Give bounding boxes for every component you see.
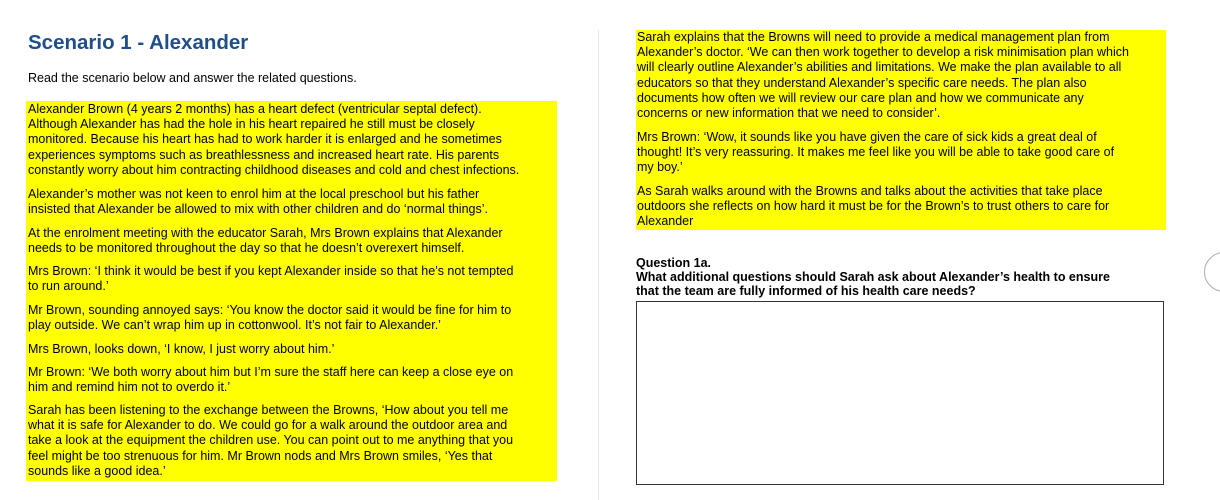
text-line: will clearly outline Alexander’s abilities and limitations. We make the plan available to all (637, 60, 1122, 75)
right-page (599, 0, 1220, 500)
question-text-line: that the team are fully informed of his health care needs? (636, 284, 976, 298)
scenario-paragraph (28, 342, 334, 357)
text-line: to run around.’ (28, 279, 109, 294)
text-line: Mrs Brown: ‘I think it would be best if you kept Alexander inside so that he’s not tempted (28, 264, 514, 278)
text-line: Alexander Brown (4 years 2 months) has a heart defect (ventricular septal defect). (28, 102, 482, 116)
scenario-paragraph (637, 30, 1129, 121)
text-line: my boy.’ (637, 160, 683, 175)
text-line: Sarah has been listening to the exchange between the Browns, ‘How about you tell me (28, 403, 509, 417)
text-line: At the enrolment meeting with the educator Sarah, Mrs Brown explains that Alexander (28, 226, 503, 240)
scenario-instruction: Read the scenario below and answer the related questions. (28, 71, 357, 85)
text-line: Alexander (637, 214, 694, 229)
text-line: Mrs Brown, looks down, ‘I know, I just worry about him.’ (28, 342, 335, 356)
scenario-paragraph (637, 130, 1114, 176)
scenario-paragraph (28, 303, 511, 333)
text-line: As Sarah walks around with the Browns and talks about the activities that take place (637, 184, 1103, 198)
text-line: him and remind him not to overdo it.’ (28, 380, 231, 395)
question-number: Question 1a. (636, 256, 712, 270)
scenario-paragraph (28, 102, 519, 178)
text-line: constantly worry about him contracting childhood diseases and cold and chest infections. (28, 162, 520, 177)
text-line: educators so that they understand Alexander’s specific care needs. The plan also (637, 75, 1087, 90)
text-line: Mr Brown, sounding annoyed says: ‘You know the doctor said it would be fine for him to (28, 303, 512, 317)
text-line: documents how often we will review our care plan and how we communicate any (637, 90, 1084, 105)
answer-textbox[interactable] (636, 301, 1164, 485)
text-line: insisted that Alexander be allowed to mix with other children and do ‘normal things’. (28, 202, 488, 217)
text-line: play outside. We can’t wrap him up in cottonwool. It’s not fair to Alexander.’ (28, 318, 441, 333)
text-line: sounds like a good idea.’ (28, 463, 166, 478)
text-line: Alexander’s mother was not keen to enrol him at the local preschool but his father (28, 187, 480, 201)
text-line: Although Alexander has had the hole in his heart repaired he still must be closely (28, 117, 475, 132)
scenario-paragraph (28, 226, 503, 256)
question-heading (636, 256, 1110, 298)
scenario-paragraph (28, 187, 488, 217)
text-line: needs to be monitored throughout the day so that he doesn’t overexert himself. (28, 241, 465, 256)
text-line: outdoors she reflects on how hard it must be for the Brown’s to trust others to care for (637, 199, 1110, 214)
text-line: Sarah explains that the Browns will need to provide a medical management plan from (637, 30, 1110, 44)
text-line: experiences symptoms such as breathlessness and increased heart rate. His parents (28, 147, 500, 162)
left-page (0, 0, 598, 500)
text-line: Alexander’s doctor. ‘We can then work together to develop a risk minimisation plan which (637, 45, 1129, 60)
text-line: thought! It’s very reassuring. It makes me feel like you will be able to take good care of (637, 145, 1115, 160)
scenario-paragraph (28, 403, 513, 479)
text-line: what it is safe for Alexander to do. We could go for a walk around the outdoor area and (28, 418, 508, 433)
scenario-paragraph (28, 264, 513, 294)
question-text-line: What additional questions should Sarah ask about Alexander’s health to ensure (636, 270, 1110, 284)
text-line: feel might be too strenuous for him. Mr Brown nods and Mrs Brown smiles, ‘Yes that (28, 448, 493, 463)
scenario-title: Scenario 1 - Alexander (28, 31, 249, 54)
text-line: Mrs Brown: ‘Wow, it sounds like you have given the care of sick kids a great deal of (637, 130, 1097, 144)
text-line: Mr Brown: ‘We both worry about him but I’m sure the staff here can keep a close eye on (28, 365, 514, 379)
scenario-paragraph (28, 365, 513, 395)
text-line: concerns or new information that we need to consider’. (637, 106, 941, 121)
text-line: monitored. Because his heart has had to work harder it is enlarged and he sometimes (28, 132, 502, 147)
text-line: take a look at the equipment the children use. You can point out to me anything that you (28, 433, 514, 448)
scenario-paragraph (637, 184, 1109, 230)
